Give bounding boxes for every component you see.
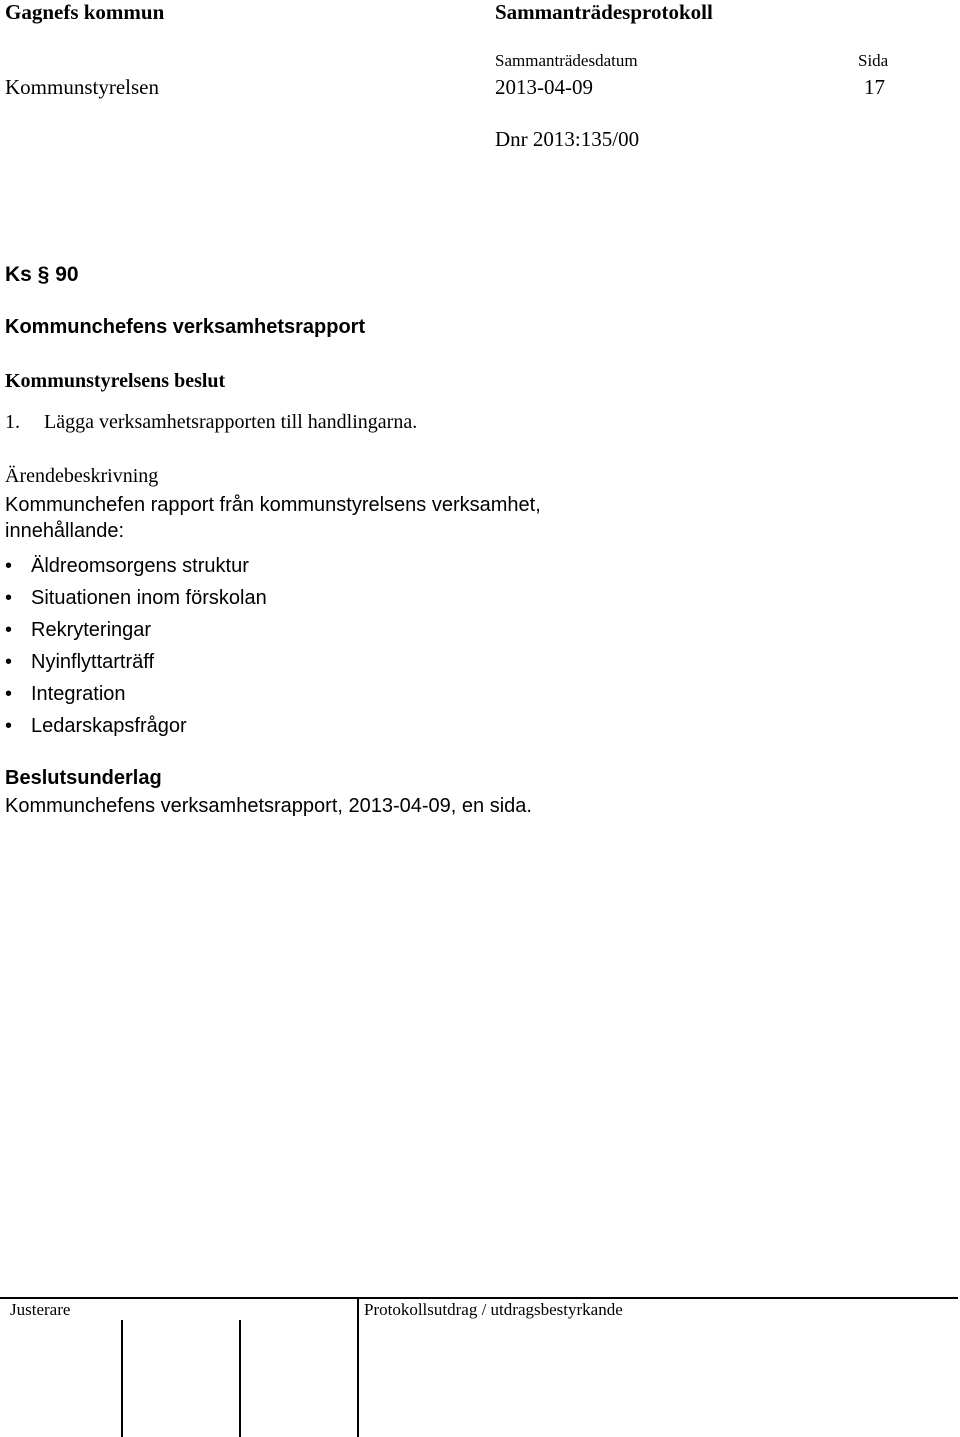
case-title: Kommunchefens verksamhetsrapport xyxy=(5,316,366,338)
bullet-icon: • xyxy=(5,555,13,577)
document-type: Sammanträdesprotokoll xyxy=(495,0,713,24)
list-item xyxy=(5,555,249,578)
organization-name: Gagnefs kommun xyxy=(5,0,165,24)
list-item xyxy=(5,715,187,738)
justerare-label: Justerare xyxy=(10,1300,71,1319)
page-number: 17 xyxy=(864,75,885,99)
decision-item-number: 1. xyxy=(5,411,20,433)
list-item xyxy=(5,587,267,610)
list-item-text: Nyinflyttarträff xyxy=(31,651,154,673)
decision-heading: Kommunstyrelsens beslut xyxy=(5,370,226,392)
decision-item-text: Lägga verksamhetsrapporten till handlingarna. xyxy=(44,411,418,433)
list-item-text: Situationen inom förskolan xyxy=(31,587,267,609)
meeting-date: 2013-04-09 xyxy=(495,75,593,99)
bullet-icon: • xyxy=(5,683,13,705)
footer-divider xyxy=(357,1297,359,1437)
list-item-text: Rekryteringar xyxy=(31,619,152,641)
list-item xyxy=(5,651,154,674)
bullet-icon: • xyxy=(5,715,13,737)
list-item xyxy=(5,619,151,642)
list-item-text: Integration xyxy=(31,683,126,705)
committee-name: Kommunstyrelsen xyxy=(5,75,159,99)
bullet-icon: • xyxy=(5,651,13,673)
description-text: Kommunchefen rapport från kommunstyrelsens verksamhet, innehållande: xyxy=(5,494,541,542)
description-heading: Ärendebeskrivning xyxy=(5,465,159,487)
list-item-text: Äldreomsorgens struktur xyxy=(31,555,249,577)
list-item xyxy=(5,683,126,706)
footer-top-border xyxy=(0,1297,958,1299)
page-label: Sida xyxy=(858,51,889,70)
bullet-icon: • xyxy=(5,619,13,641)
basis-text: Kommunchefens verksamhetsrapport, 2013-04-09, en sida. xyxy=(5,795,532,817)
decision-item xyxy=(5,411,417,434)
list-item-text: Ledarskapsfrågor xyxy=(31,715,187,737)
extract-certification-label: Protokollsutdrag / utdragsbestyrkande xyxy=(364,1300,623,1319)
case-number: Dnr 2013:135/00 xyxy=(495,127,640,151)
signature-divider xyxy=(239,1320,241,1437)
meeting-date-label: Sammanträdesdatum xyxy=(495,51,638,70)
basis-heading: Beslutsunderlag xyxy=(5,767,162,789)
signature-divider xyxy=(121,1320,123,1437)
paragraph-number: Ks § 90 xyxy=(5,263,79,286)
bullet-icon: • xyxy=(5,587,13,609)
